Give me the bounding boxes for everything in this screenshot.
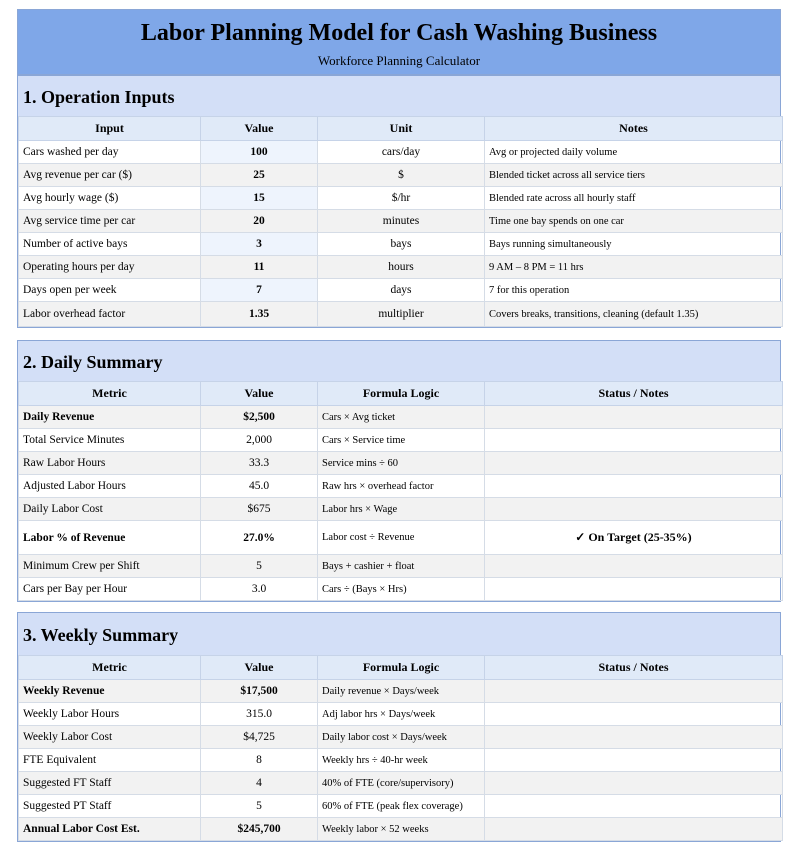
weekly-summary-table [18,655,783,841]
metric-label: Weekly Revenue [19,680,201,703]
status-note [485,795,783,818]
metric-label: Annual Labor Cost Est. [19,818,201,841]
input-note: Bays running simultaneously [485,233,783,256]
table-row [19,429,783,452]
operation-inputs-section [17,75,781,328]
status-note: ✓ On Target (25-35%) [485,521,783,555]
input-note: Covers breaks, transitions, cleaning (default 1.35) [485,302,783,327]
status-note [485,772,783,795]
column-header: Notes [485,117,783,141]
input-value: 7 [201,279,318,302]
section-title: 2. Daily Summary [18,341,780,381]
table-row [19,187,783,210]
metric-value: $675 [201,498,318,521]
formula-logic: Raw hrs × overhead factor [318,475,485,498]
input-value: 15 [201,187,318,210]
table-row [19,680,783,703]
metric-label: Minimum Crew per Shift [19,555,201,578]
input-label: Number of active bays [19,233,201,256]
metric-label: Daily Revenue [19,406,201,429]
metric-label: Weekly Labor Hours [19,703,201,726]
section-title: 3. Weekly Summary [18,613,780,655]
input-unit: hours [318,256,485,279]
status-note [485,680,783,703]
metric-label: Suggested PT Staff [19,795,201,818]
input-label: Avg service time per car [19,210,201,233]
table-row [19,256,783,279]
metric-label: Suggested FT Staff [19,772,201,795]
metric-value: 315.0 [201,703,318,726]
table-row [19,498,783,521]
formula-logic: Labor hrs × Wage [318,498,485,521]
input-value: 1.35 [201,302,318,327]
metric-value: 2,000 [201,429,318,452]
status-note [485,726,783,749]
metric-label: Adjusted Labor Hours [19,475,201,498]
status-note [485,429,783,452]
input-note: 7 for this operation [485,279,783,302]
input-value: 20 [201,210,318,233]
status-note [485,475,783,498]
input-unit: days [318,279,485,302]
input-note: Time one bay spends on one car [485,210,783,233]
table-row [19,406,783,429]
table-row [19,578,783,601]
status-note [485,498,783,521]
table-row [19,555,783,578]
metric-value: $4,725 [201,726,318,749]
formula-logic: Weekly labor × 52 weeks [318,818,485,841]
input-unit: multiplier [318,302,485,327]
metric-value: 27.0% [201,521,318,555]
metric-value: $17,500 [201,680,318,703]
input-note: Blended rate across all hourly staff [485,187,783,210]
table-header-row [19,382,783,406]
metric-value: 5 [201,555,318,578]
input-label: Operating hours per day [19,256,201,279]
input-value: 11 [201,256,318,279]
metric-label: FTE Equivalent [19,749,201,772]
column-header: Value [201,117,318,141]
metric-value: 33.3 [201,452,318,475]
table-row [19,475,783,498]
table-row [19,795,783,818]
metric-label: Raw Labor Hours [19,452,201,475]
formula-logic: Cars × Service time [318,429,485,452]
table-row [19,452,783,475]
input-unit: cars/day [318,141,485,164]
metric-value: 4 [201,772,318,795]
status-note [485,452,783,475]
column-header: Metric [19,382,201,406]
metric-value: $245,700 [201,818,318,841]
metric-label: Total Service Minutes [19,429,201,452]
page-title: Labor Planning Model for Cash Washing Business [140,20,658,46]
status-note [485,578,783,601]
table-row [19,818,783,841]
formula-logic: Weekly hrs ÷ 40-hr week [318,749,485,772]
input-value: 100 [201,141,318,164]
table-row [19,233,783,256]
table-row [19,302,783,327]
column-header: Status / Notes [485,382,783,406]
weekly-summary-section [17,612,781,842]
formula-logic: 40% of FTE (core/supervisory) [318,772,485,795]
formula-logic: Labor cost ÷ Revenue [318,521,485,555]
daily-summary-section [17,340,781,602]
formula-logic: Service mins ÷ 60 [318,452,485,475]
input-label: Avg revenue per car ($) [19,164,201,187]
input-unit: $ [318,164,485,187]
input-label: Days open per week [19,279,201,302]
table-row [19,210,783,233]
table-row [19,279,783,302]
table-row [19,164,783,187]
metric-value: 8 [201,749,318,772]
table-row [19,749,783,772]
input-note: 9 AM – 8 PM = 11 hrs [485,256,783,279]
operation-inputs-table [18,116,783,327]
status-note [485,406,783,429]
formula-logic: Cars × Avg ticket [318,406,485,429]
daily-summary-table [18,381,783,601]
metric-label: Cars per Bay per Hour [19,578,201,601]
column-header: Metric [19,656,201,680]
status-note [485,749,783,772]
formula-logic: Daily revenue × Days/week [318,680,485,703]
input-label: Avg hourly wage ($) [19,187,201,210]
input-unit: minutes [318,210,485,233]
input-label: Cars washed per day [19,141,201,164]
formula-logic: Adj labor hrs × Days/week [318,703,485,726]
status-note [485,703,783,726]
status-note [485,818,783,841]
formula-logic: Bays + cashier + float [318,555,485,578]
column-header: Status / Notes [485,656,783,680]
metric-value: 5 [201,795,318,818]
metric-label: Daily Labor Cost [19,498,201,521]
table-row [19,521,783,555]
table-row [19,703,783,726]
formula-logic: 60% of FTE (peak flex coverage) [318,795,485,818]
column-header: Input [19,117,201,141]
metric-label: Labor % of Revenue [19,521,201,555]
metric-label: Weekly Labor Cost [19,726,201,749]
formula-logic: Daily labor cost × Days/week [318,726,485,749]
status-note [485,555,783,578]
column-header: Formula Logic [318,382,485,406]
table-row [19,726,783,749]
input-label: Labor overhead factor [19,302,201,327]
input-note: Avg or projected daily volume [485,141,783,164]
input-value: 25 [201,164,318,187]
input-note: Blended ticket across all service tiers [485,164,783,187]
input-unit: bays [318,233,485,256]
page-header [17,9,781,75]
metric-value: $2,500 [201,406,318,429]
column-header: Value [201,656,318,680]
column-header: Unit [318,117,485,141]
table-row [19,772,783,795]
column-header: Formula Logic [318,656,485,680]
metric-value: 45.0 [201,475,318,498]
table-header-row [19,117,783,141]
column-header: Value [201,382,318,406]
table-header-row [19,656,783,680]
input-value: 3 [201,233,318,256]
page-subtitle: Workforce Planning Calculator [317,53,481,68]
section-title: 1. Operation Inputs [18,76,780,116]
table-row [19,141,783,164]
formula-logic: Cars ÷ (Bays × Hrs) [318,578,485,601]
input-unit: $/hr [318,187,485,210]
metric-value: 3.0 [201,578,318,601]
